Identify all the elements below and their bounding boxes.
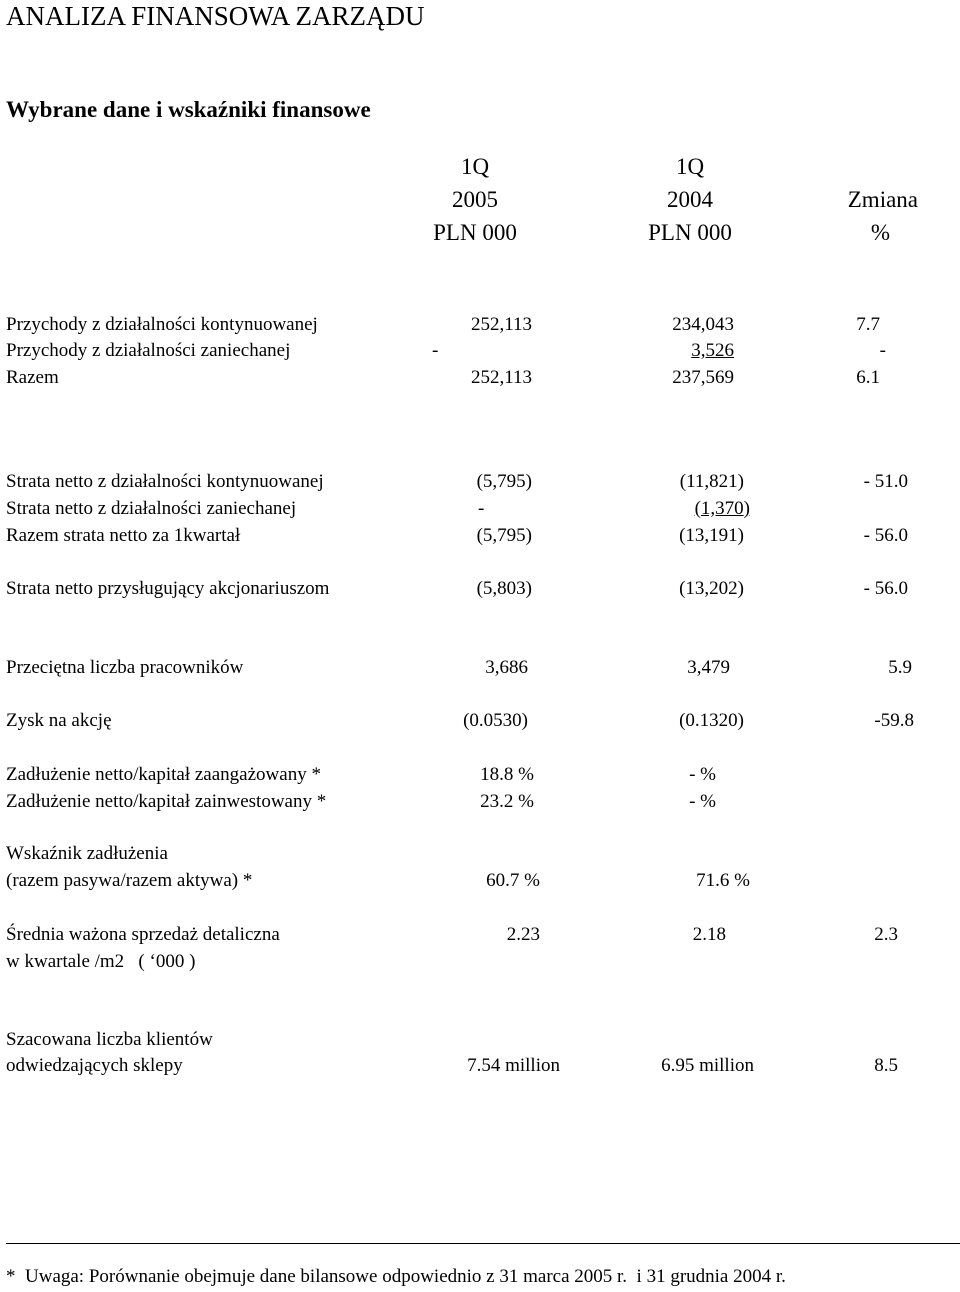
value-2004: - % <box>689 791 716 812</box>
value-2005: (5,795) <box>476 471 532 492</box>
row-label: Strata netto z działalności kontynuowanej <box>6 471 324 492</box>
value-2004: (1,370) <box>694 498 750 519</box>
value-2005: (5,803) <box>476 578 532 599</box>
value-change: 8.5 <box>874 1055 898 1076</box>
row-label: Zadłużenie netto/kapitał zaangażowany * <box>6 764 321 785</box>
value-2004: (13,191) <box>679 525 744 546</box>
value-2005: - <box>432 340 439 361</box>
value-2004: 3,479 <box>687 657 730 678</box>
value-change: - <box>879 340 886 361</box>
value-2004: 71.6 % <box>696 870 750 891</box>
section-subtitle: Wybrane dane i wskaźniki finansowe <box>6 97 371 122</box>
value-2005: 18.8 % <box>480 764 534 785</box>
value-change: 2.3 <box>874 924 898 945</box>
row-label: Strata netto przysługujący akcjonariuszom <box>6 578 330 599</box>
row-label: Przeciętna liczba pracowników <box>6 657 244 678</box>
col2-header-unit: PLN 000 <box>648 220 732 245</box>
value-2005: 7.54 million <box>467 1055 560 1076</box>
value-2004: (0.1320) <box>679 710 744 731</box>
value-change: - 51.0 <box>863 471 908 492</box>
value-change: - 56.0 <box>863 578 908 599</box>
col2-header-year: 2004 <box>667 187 713 212</box>
value-2005: (5,795) <box>476 525 532 546</box>
value-2005: 2.23 <box>506 924 540 945</box>
value-change: 5.9 <box>888 657 912 678</box>
row-label: Wskaźnik zadłużenia <box>6 843 168 864</box>
value-2005: 252,113 <box>470 367 532 388</box>
col3-header-unit: % <box>870 220 890 245</box>
col2-header-period: 1Q <box>675 154 705 179</box>
value-2004: 234,043 <box>672 314 734 335</box>
footnote-rule <box>6 1243 960 1244</box>
value-2004: (11,821) <box>679 471 744 492</box>
value-change: -59.8 <box>874 710 914 731</box>
row-label: Szacowana liczba klientów <box>6 1029 213 1050</box>
value-change: 6.1 <box>856 367 880 388</box>
row-label: Zysk na akcję <box>6 710 112 731</box>
col1-header-unit: PLN 000 <box>433 220 517 245</box>
col1-header-period: 1Q <box>460 154 490 179</box>
row-label: odwiedzających sklepy <box>6 1055 183 1076</box>
row-label: w kwartale /m2 ( ‘000 ) <box>6 951 196 972</box>
value-2004: 237,569 <box>672 367 734 388</box>
value-2005: 60.7 % <box>486 870 540 891</box>
value-2004: - % <box>689 764 716 785</box>
value-2004: 2.18 <box>692 924 726 945</box>
page-title: ANALIZA FINANSOWA ZARZĄDU <box>6 1 425 31</box>
row-label: Zadłużenie netto/kapitał zainwestowany * <box>6 791 327 812</box>
value-change: - 56.0 <box>863 525 908 546</box>
col3-header-label: Zmiana <box>847 187 918 212</box>
row-label: Przychody z działalności zaniechanej <box>6 340 291 361</box>
value-2004: (13,202) <box>679 578 744 599</box>
value-2005: 23.2 % <box>480 791 534 812</box>
footnote: * Uwaga: Porównanie obejmuje dane bilansowe odpowiednio z 31 marca 2005 r. i 31 grudnia 2004 r. <box>6 1266 786 1287</box>
value-2004: 3,526 <box>691 340 734 361</box>
row-label: Średnia ważona sprzedaż detaliczna <box>6 924 280 945</box>
row-label: Razem strata netto za 1kwartał <box>6 525 241 546</box>
row-label: Razem <box>6 367 59 388</box>
value-2005: 252,113 <box>470 314 532 335</box>
row-label: Strata netto z działalności zaniechanej <box>6 498 297 519</box>
value-change: 7.7 <box>856 314 880 335</box>
value-2005: 3,686 <box>485 657 528 678</box>
value-2005: (0.0530) <box>463 710 528 731</box>
row-label: Przychody z działalności kontynuowanej <box>6 314 318 335</box>
value-2004: 6.95 million <box>661 1055 754 1076</box>
value-2005: - <box>478 498 485 519</box>
col1-header-year: 2005 <box>452 187 498 212</box>
row-label: (razem pasywa/razem aktywa) * <box>6 870 253 891</box>
